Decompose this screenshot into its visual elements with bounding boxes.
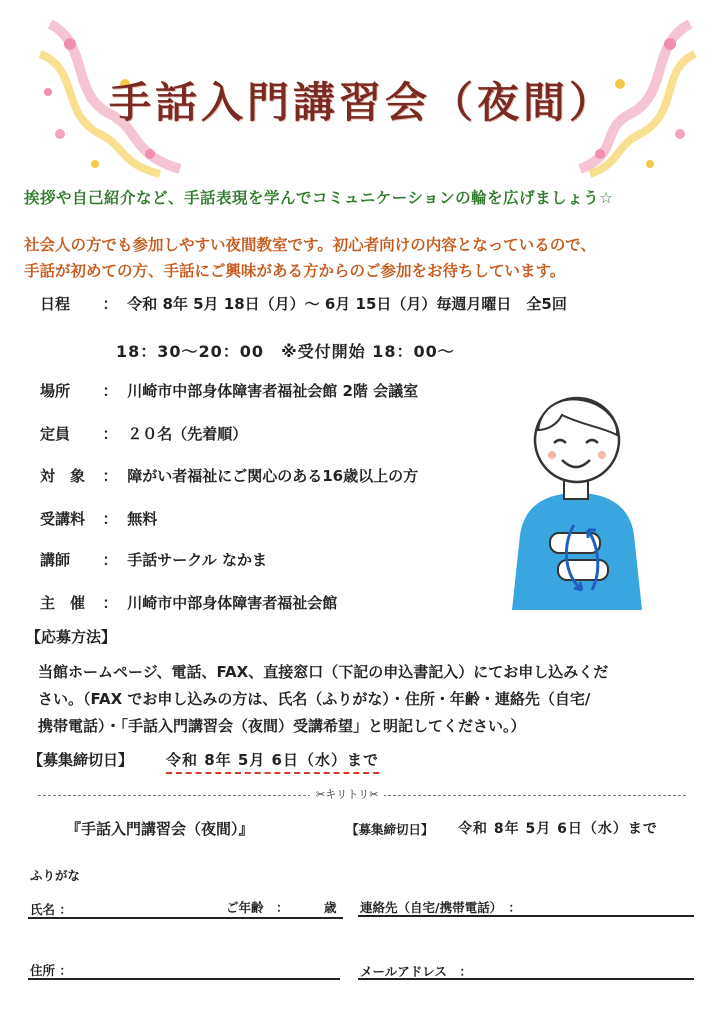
apply-body [38, 659, 698, 740]
place-label: 場所 [40, 382, 71, 400]
contact-field[interactable] [358, 915, 694, 917]
sign-language-person-illustration [502, 385, 652, 610]
time-value: 18：30～20：00 ※受付開始 18：00～ [116, 342, 455, 361]
contact-label: 連絡先（自宅/携帯電話） ： [360, 900, 521, 915]
schedule-value: 令和 8年 5月 18日（月）～ 6月 15日（月）毎週月曜日 全5回 [127, 295, 567, 313]
colon: ： [102, 551, 118, 569]
fee-label: 受講料 [40, 510, 86, 528]
page-title: 手話入門講習会（夜間） [108, 78, 615, 127]
age-unit: 歳 [324, 900, 337, 915]
email-label: メールアドレス ： [360, 964, 472, 979]
fee-row [40, 508, 157, 529]
schedule-label: 日程 [40, 295, 71, 313]
place-row [40, 380, 418, 401]
lecturer-value: 手話サークル なかま [127, 551, 268, 569]
lecturer-label: 講師 [40, 551, 71, 569]
lead-paragraph [24, 232, 704, 284]
colon: ： [102, 594, 118, 612]
age-label: ご年齢 ： [226, 900, 289, 915]
time-row [116, 339, 455, 362]
capacity-row [40, 423, 247, 444]
capacity-value: ２０名（先着順） [127, 425, 248, 443]
capacity-label: 定員 [40, 425, 71, 443]
lead-line-3: 手話が初めての方、手話にご興味がある方からのご参加をお待ちしています。 [24, 262, 566, 280]
colon: ： [102, 425, 118, 443]
schedule-row [40, 293, 567, 314]
email-field[interactable] [358, 978, 694, 980]
apply-line-1: 当館ホームページ、電話、FAX、直接窓口（下記の申込書記入）にてお申し込みくだ [38, 663, 609, 681]
target-row [40, 465, 418, 486]
form-title: 『手話入門講習会（夜間）』 [66, 820, 254, 838]
address-label: 住所 ： [30, 963, 72, 978]
apply-line-2: さい。（FAX でお申し込みの方は、氏名（ふりがな）・住所・年齢・連絡先（自宅/ [38, 690, 591, 708]
colon: ： [102, 382, 118, 400]
target-label: 対 象 [40, 467, 86, 485]
deadline-value: 令和 8年 5月 6日（水）まで [166, 749, 379, 774]
host-value: 川崎市中部身体障害者福祉会館 [127, 594, 338, 612]
cut-label: ✂キリトリ✂ [310, 786, 384, 802]
place-value: 川崎市中部身体障害者福祉会館 2階 会議室 [127, 382, 419, 400]
furigana-label: ふりがな [30, 868, 81, 883]
form-deadline-label: 【募集締切日】 [346, 822, 434, 837]
deadline-label: 【募集締切日】 [28, 751, 134, 769]
address-field[interactable] [28, 978, 340, 980]
name-label: 氏名 ： [30, 902, 72, 917]
lead-line-1: 挨拶や自己紹介など、手話表現を学んでコミュニケーションの輪を広げましょう☆ [24, 189, 614, 207]
fee-value: 無料 [127, 510, 158, 528]
colon: ： [102, 467, 118, 485]
colon: ： [102, 510, 118, 528]
target-value: 障がい者福祉にご関心のある16歳以上の方 [127, 467, 419, 485]
apply-heading: 【応募方法】 [26, 628, 117, 646]
lead-line-2: 社会人の方でも参加しやすい夜間教室です。初心者向けの内容となっているので、 [24, 236, 596, 254]
apply-line-3: 携帯電話）・「手話入門講習会（夜間）受講希望」と明記してください。） [38, 717, 526, 735]
host-label: 主 催 [40, 594, 86, 612]
lecturer-row [40, 549, 267, 570]
form-deadline-value: 令和 8年 5月 6日（水）まで [458, 821, 658, 837]
colon: ： [102, 295, 118, 313]
name-field[interactable] [28, 917, 343, 919]
host-row [40, 592, 337, 613]
